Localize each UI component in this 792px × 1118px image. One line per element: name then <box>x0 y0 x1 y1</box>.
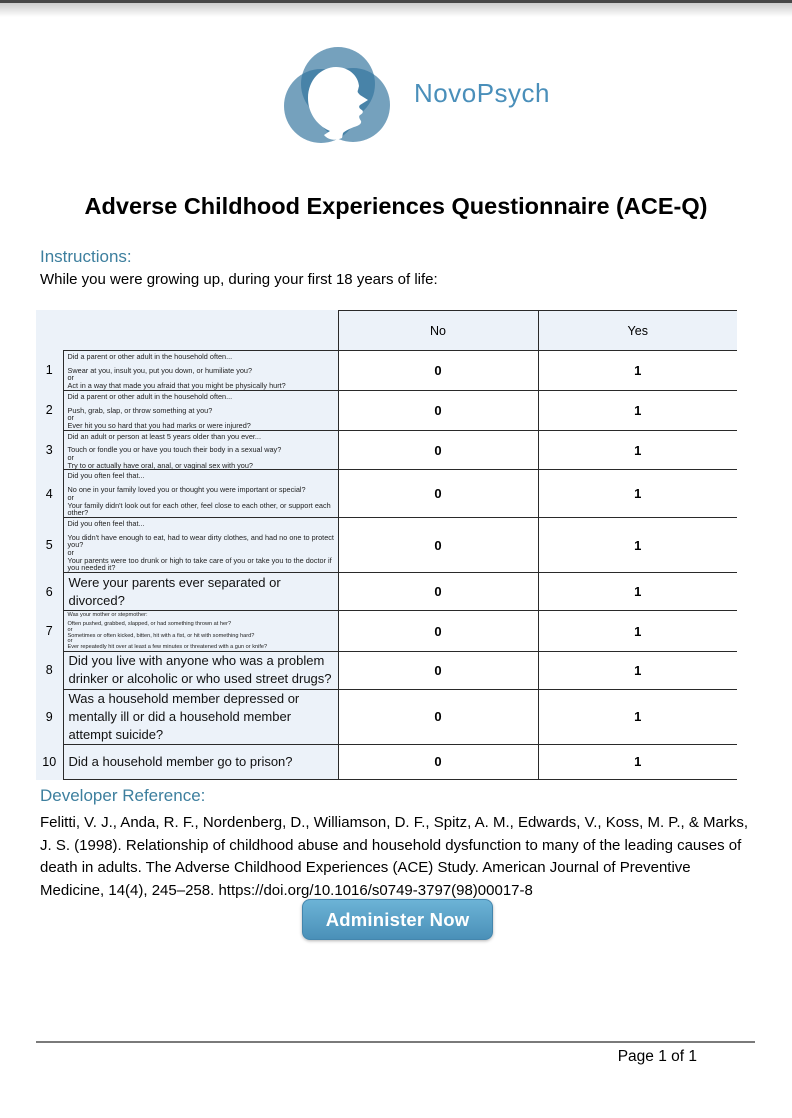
yes-option-cell: 1 <box>538 651 737 689</box>
row-number: 7 <box>36 611 63 652</box>
yes-option-cell: 1 <box>538 430 737 470</box>
table-row <box>36 390 737 430</box>
reference-heading: Developer Reference: <box>40 786 206 805</box>
row-number: 1 <box>36 351 63 391</box>
table-header-row <box>36 311 737 351</box>
no-option-cell: 0 <box>338 689 538 744</box>
footer-divider <box>36 1041 755 1043</box>
table-row <box>36 651 737 689</box>
table-row <box>36 573 737 611</box>
questions-table-body <box>36 351 737 780</box>
row-number: 3 <box>36 430 63 470</box>
brand-name: NovoPsych <box>414 78 550 108</box>
page-top-shadow <box>0 3 792 17</box>
no-option-cell: 0 <box>338 611 538 652</box>
table-row <box>36 744 737 779</box>
row-number: 6 <box>36 573 63 611</box>
row-number: 10 <box>36 744 63 779</box>
administer-now-button[interactable]: Administer Now <box>302 899 493 940</box>
no-option-cell: 0 <box>338 651 538 689</box>
question-cell: Did you live with anyone who was a problem drinker or alcoholic or who used street drugs? <box>63 651 338 689</box>
table-row <box>36 517 737 572</box>
row-number: 4 <box>36 470 63 518</box>
yes-option-cell: 1 <box>538 470 737 518</box>
row-number: 5 <box>36 517 63 572</box>
row-number: 9 <box>36 689 63 744</box>
no-option-cell: 0 <box>338 351 538 391</box>
question-cell: Was a household member depressed or mentally ill or did a household member attempt suicide? <box>63 689 338 744</box>
no-option-cell: 0 <box>338 470 538 518</box>
table-row <box>36 430 737 470</box>
yes-option-cell: 1 <box>538 351 737 391</box>
column-header-no: No <box>338 311 538 351</box>
table-row <box>36 351 737 391</box>
question-cell: Did an adult or person at least 5 years older than you ever... Touch or fondle you or have you touch their body in a sexual way? or Try to or actually have oral, anal, or vaginal sex with you? <box>63 430 338 470</box>
row-number: 8 <box>36 651 63 689</box>
no-option-cell: 0 <box>338 744 538 779</box>
novopsych-head-logo <box>282 39 394 149</box>
table-row <box>36 470 737 518</box>
reference-citation: Felitti, V. J., Anda, R. F., Nordenberg, D., Williamson, D. F., Spitz, A. M., Edwards, V., Koss, M. P., & Marks, J. S. (1998). Relationship of childhood abuse and household dysfunction to many of the leading causes of death in adults. The Adverse Childhood Experiences (ACE) Study. American Journal of Preventive Medicine, 14(4), 245–258. https://doi.org/10.1016/s0749-3797(98)00017-8 <box>40 814 749 899</box>
no-option-cell: 0 <box>338 390 538 430</box>
table-row <box>36 689 737 744</box>
yes-option-cell: 1 <box>538 573 737 611</box>
question-cell: Was your mother or stepmother: Often pushed, grabbed, slapped, or had something thrown at her? or Sometimes or often kicked, bitten, hit with a fist, or hit with something hard? or Ever repeatedly hit over at least a few minutes or threatened with a gun or knife? <box>63 611 338 652</box>
question-cell: Did a parent or other adult in the household often... Swear at you, insult you, put you down, or humiliate you? or Act in a way that made you afraid that you might be physically hurt? <box>63 351 338 391</box>
page-title: Adverse Childhood Experiences Questionnaire (ACE-Q) <box>84 193 708 219</box>
question-cell: Did you often feel that... No one in your family loved you or thought you were important or special? or Your family didn't look out for each other, feel close to each other, or support each other? <box>63 470 338 518</box>
yes-option-cell: 1 <box>538 744 737 779</box>
yes-option-cell: 1 <box>538 390 737 430</box>
page-number: Page 1 of 1 <box>617 1048 697 1065</box>
instructions-heading: Instructions: <box>40 247 132 266</box>
table-corner <box>36 311 338 351</box>
question-cell: Were your parents ever separated or divorced? <box>63 573 338 611</box>
row-number: 2 <box>36 390 63 430</box>
instructions-text: While you were growing up, during your first 18 years of life: <box>40 271 438 288</box>
questionnaire-table <box>36 310 737 780</box>
yes-option-cell: 1 <box>538 517 737 572</box>
no-option-cell: 0 <box>338 430 538 470</box>
question-cell: Did a parent or other adult in the household often... Push, grab, slap, or throw something at you? or Ever hit you so hard that you had marks or were injured? <box>63 390 338 430</box>
question-cell: Did a household member go to prison? <box>63 744 338 779</box>
table-row <box>36 611 737 652</box>
yes-option-cell: 1 <box>538 611 737 652</box>
column-header-yes: Yes <box>538 311 737 351</box>
no-option-cell: 0 <box>338 573 538 611</box>
no-option-cell: 0 <box>338 517 538 572</box>
yes-option-cell: 1 <box>538 689 737 744</box>
question-cell: Did you often feel that... You didn't have enough to eat, had to wear dirty clothes, and had no one to protect you? or Your parents were too drunk or high to take care of you or take you to the doctor if you needed it? <box>63 517 338 572</box>
